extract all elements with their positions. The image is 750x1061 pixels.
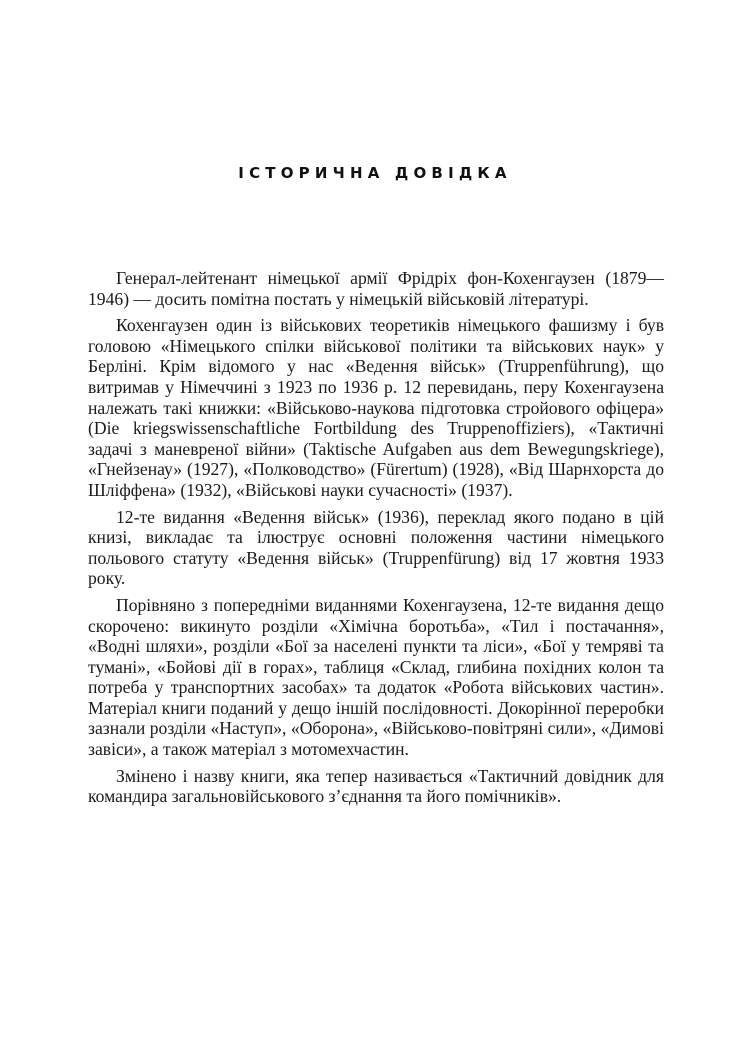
- body-text: [88, 268, 664, 813]
- paragraph-3: 12-те видання «Ведення військ» (1936), переклад якого подано в цій книзі, викладає та ілюструє основні положення частини німецького польового статуту «Ведення військ» (Truppenfürung) від 17 жовтня 1933 року.: [88, 506, 664, 589]
- paragraph-2: Кохенгаузен один із військових теоретиків німецького фашизму і був головою «Німецького спілки військової політики та військових наук» у Берліні. Крім відомого у нас «Ведення військ» (Truppenführung), що витримав у Німеччині з 1923 по 1936 р. 12 перевидань, перу Кохенгаузена належать такі книжки: «Військово-наукова підготовка стройового офіцера» (Die kriegswissenschaftliche Fortbildung des Truppenoffiziers), «Тактичні задачі з маневреної війни» (Taktische Aufgaben aus dem Bewegungskriege), «Гнейзенау» (1927), «Полководство» (Fürertum) (1928), «Від Шарнхорста до Шліффена» (1932), «Військові науки сучасності» (1937).: [88, 315, 664, 500]
- paragraph-5: Змінено і назву книги, яка тепер називається «Тактичний довідник для командира загальновійськового з’єднання та його помічників».: [88, 765, 664, 807]
- page-title: ІСТОРИЧНА ДОВІДКА: [238, 164, 512, 183]
- paragraph-1: Генерал-лейтенант німецької армії Фрідріх фон-Кохенгаузен (1879—1946) — досить помітна постать у німецькій військовій літературі.: [88, 268, 664, 309]
- paragraph-4: Порівняно з попередніми виданнями Кохенгаузена, 12-те видання дещо скорочено: викинуто розділи «Хімічна боротьба», «Тил і постачання», «Водні шляхи», розділи «Бої за населені пункти та ліси», «Бої у темряві та тумані», «Бойові дії в горах», таблиця «Склад, глибина похідних колон та потреба у транспортних засобах» та додаток «Робота військових частин». Матеріал книги поданий у дещо іншій послідовності. Докорінної переробки зазнали розділи «Наступ», «Оборона», «Військово-повітряні сили», «Димові завіси», а також матеріал з мотомехчастин.: [88, 594, 664, 760]
